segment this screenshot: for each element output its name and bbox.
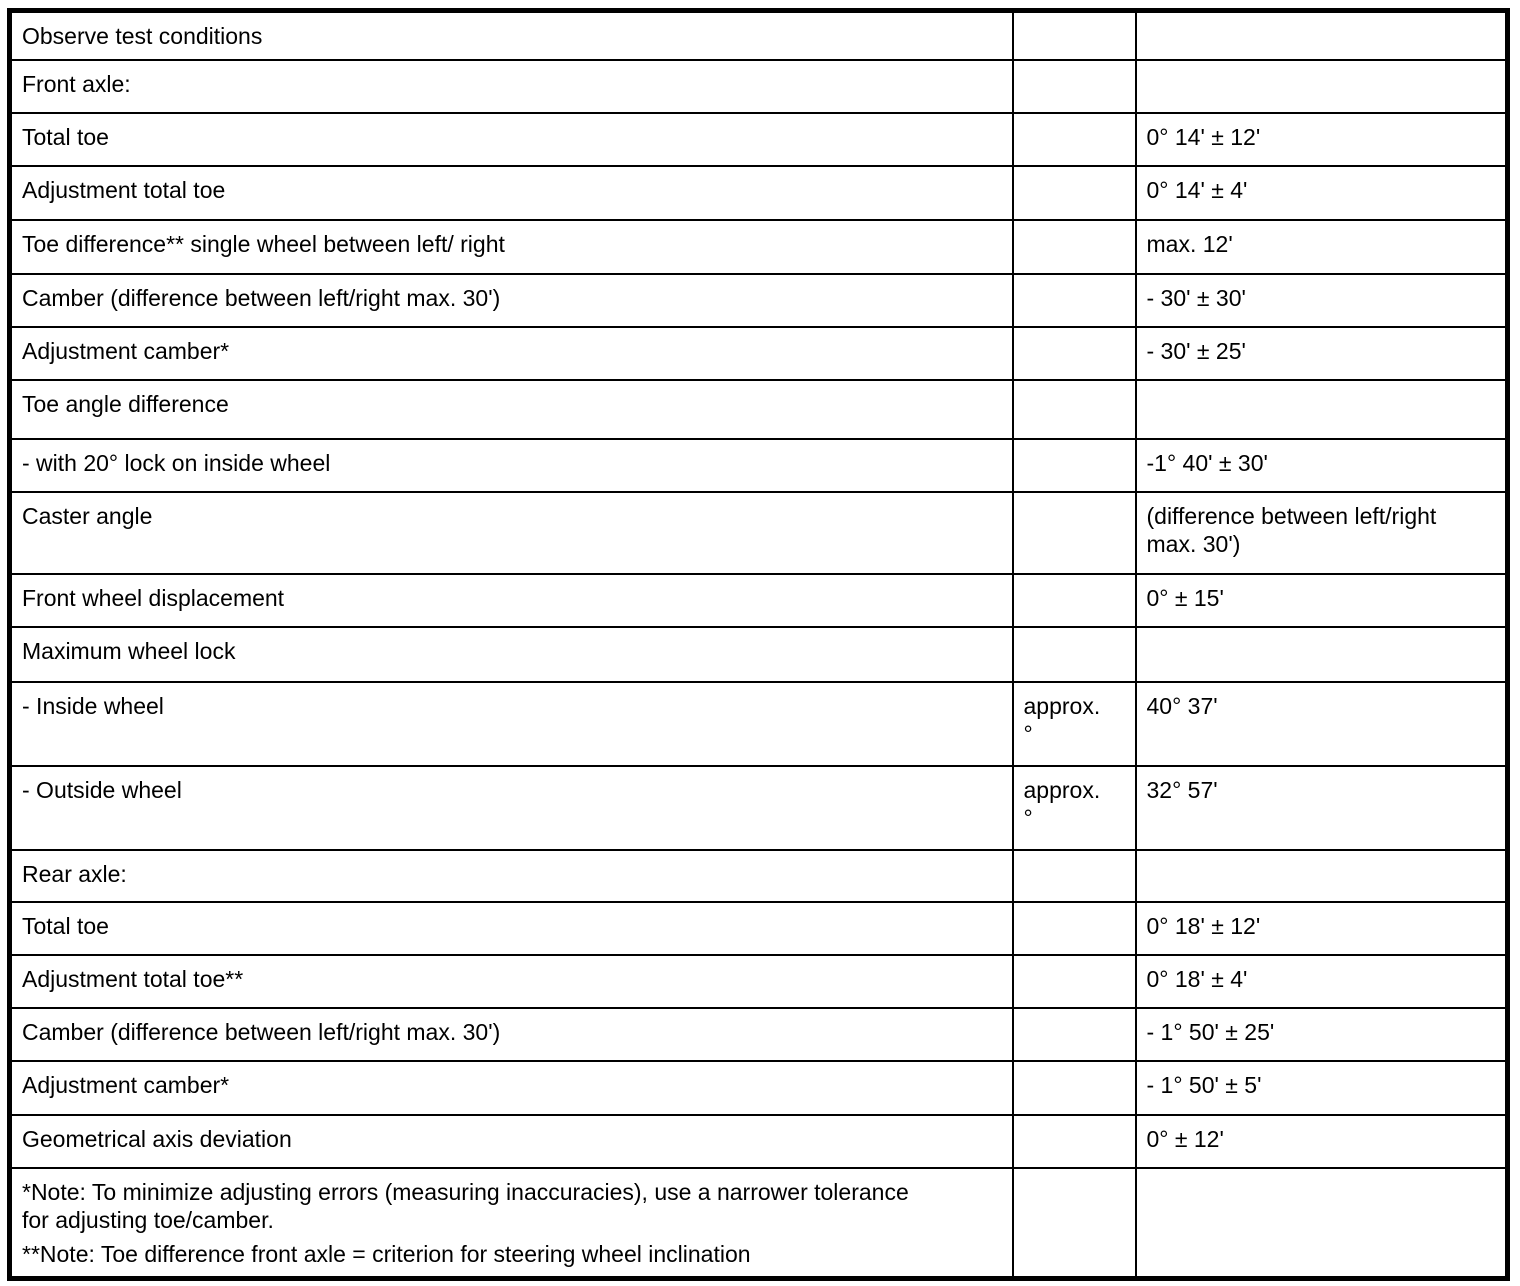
spec-label: Front axle: [22,70,131,97]
spec-label: Caster angle [22,502,153,529]
spec-approx-cell [1013,955,1136,1008]
spec-label-cell [10,113,1013,166]
spec-approx-cell [1013,1115,1136,1168]
spec-label-cell [10,327,1013,380]
spec-value-cell [1136,274,1508,327]
spec-value-cell [1136,766,1508,850]
note-line: for adjusting toe/camber. [22,1206,274,1233]
spec-value-cell [1136,902,1508,955]
spec-value-line2: max. 30') [1146,530,1241,557]
spec-label: Adjustment camber* [22,337,230,364]
note-line: **Note: Toe difference front axle = criterion for steering wheel inclination [22,1240,751,1267]
table-row [10,1008,1508,1061]
table-row [10,955,1508,1008]
spec-label: Maximum wheel lock [22,637,236,664]
spec-label: Adjustment camber* [22,1071,230,1098]
spec-label-cell [10,955,1013,1008]
spec-approx-cell [1013,492,1136,574]
spec-value-cell [1136,850,1508,902]
spec-label: Toe difference** single wheel between left/ right [22,230,505,257]
spec-value: - 30' ± 25' [1146,337,1246,364]
spec-label-cell [10,627,1013,682]
spec-approx-cell [1013,1168,1136,1279]
spec-value: 0° 18' ± 4' [1146,965,1248,992]
spec-label: - Inside wheel [22,692,164,719]
spec-value-cell [1136,574,1508,627]
spec-approx-cell [1013,574,1136,627]
spec-label-cell [10,1008,1013,1061]
spec-value: - 1° 50' ± 5' [1146,1071,1262,1098]
spec-label: Observe test conditions [22,23,263,49]
spec-label: Toe angle difference [22,390,229,417]
table-row [10,327,1508,380]
spec-approx-cell [1013,439,1136,492]
spec-value: - 1° 50' ± 25' [1146,1018,1275,1045]
spec-approx-cell [1013,327,1136,380]
table-row [10,274,1508,327]
footnotes-cell [10,1168,1013,1279]
spec-label: Front wheel displacement [22,584,285,611]
table-row [10,1168,1508,1279]
spec-label: - Outside wheel [22,776,182,803]
spec-approx-cell [1013,1008,1136,1061]
spec-value: 0° 18' ± 12' [1146,912,1261,939]
spec-label-cell [10,902,1013,955]
spec-approx-cell [1013,220,1136,274]
table-row [10,60,1508,113]
spec-label-cell [10,166,1013,220]
spec-label: Total toe [22,123,109,150]
spec-value-cell [1136,60,1508,113]
spec-value-cell [1136,220,1508,274]
spec-label-cell [10,11,1013,60]
spec-label: Camber (difference between left/right max. 30') [22,1018,501,1045]
spec-value-cell [1136,439,1508,492]
spec-value-cell [1136,166,1508,220]
table-row [10,682,1508,766]
spec-label: Geometrical axis deviation [22,1125,292,1152]
spec-value: 0° ± 15' [1146,584,1224,611]
table-row [10,902,1508,955]
spec-value-cell [1136,113,1508,166]
spec-value-cell [1136,955,1508,1008]
table-row [10,766,1508,850]
spec-value-cell [1136,1008,1508,1061]
note-line: *Note: To minimize adjusting errors (measuring inaccuracies), use a narrower tolerance [22,1178,909,1205]
spec-label-cell [10,850,1013,902]
spec-value: max. 12' [1146,230,1233,257]
table-row [10,220,1508,274]
spec-label-cell [10,574,1013,627]
spec-approx-cell [1013,113,1136,166]
table-row [10,11,1508,60]
spec-approx-cell [1013,60,1136,113]
spec-value-cell [1136,1115,1508,1168]
table-row [10,113,1508,166]
spec-value-cell [1136,627,1508,682]
approx-degree-symbol: ° [1023,804,1033,831]
spec-label-cell [10,492,1013,574]
spec-label: Total toe [22,912,109,939]
table-row [10,166,1508,220]
table-row [10,574,1508,627]
spec-label-cell [10,1115,1013,1168]
table-row [10,850,1508,902]
spec-approx-cell [1013,766,1136,850]
table-row [10,439,1508,492]
spec-label: Adjustment total toe** [22,965,244,992]
spec-value-cell [1136,380,1508,439]
spec-value-cell [1136,1168,1508,1279]
spec-value-cell [1136,11,1508,60]
spec-label-cell [10,682,1013,766]
spec-approx-cell [1013,274,1136,327]
spec-approx-cell [1013,166,1136,220]
approx-text: approx. [1023,776,1101,803]
spec-value: 0° 14' ± 4' [1146,176,1248,203]
table-row [10,492,1508,574]
spec-approx-cell [1013,902,1136,955]
spec-label-cell [10,220,1013,274]
spec-value: -1° 40' ± 30' [1146,449,1268,476]
spec-value: - 30' ± 30' [1146,284,1246,311]
table-row [10,380,1508,439]
spec-label: Camber (difference between left/right max. 30') [22,284,501,311]
spec-value-cell [1136,492,1508,574]
spec-label: Rear axle: [22,860,127,887]
spec-approx-cell [1013,850,1136,902]
spec-value-cell [1136,682,1508,766]
spec-label: Adjustment total toe [22,176,226,203]
spec-approx-cell [1013,380,1136,439]
approx-degree-symbol: ° [1023,720,1033,747]
alignment-spec-table [7,8,1510,1281]
spec-value: 40° 37' [1146,692,1218,719]
spec-value: 0° ± 12' [1146,1125,1224,1152]
spec-label-cell [10,380,1013,439]
table-row [10,1115,1508,1168]
spec-label-cell [10,60,1013,113]
spec-label-cell [10,766,1013,850]
spec-approx-cell [1013,11,1136,60]
spec-label: - with 20° lock on inside wheel [22,449,331,476]
spec-label-cell [10,439,1013,492]
spec-value: (difference between left/right [1146,502,1437,529]
spec-label-cell [10,1061,1013,1115]
spec-value-cell [1136,1061,1508,1115]
spec-label-cell [10,274,1013,327]
table-row [10,1061,1508,1115]
spec-value: 32° 57' [1146,776,1218,803]
spec-approx-cell [1013,682,1136,766]
spec-approx-cell [1013,1061,1136,1115]
spec-value: 0° 14' ± 12' [1146,123,1261,150]
spec-value-cell [1136,327,1508,380]
spec-approx-cell [1013,627,1136,682]
approx-text: approx. [1023,692,1101,719]
table-row [10,627,1508,682]
